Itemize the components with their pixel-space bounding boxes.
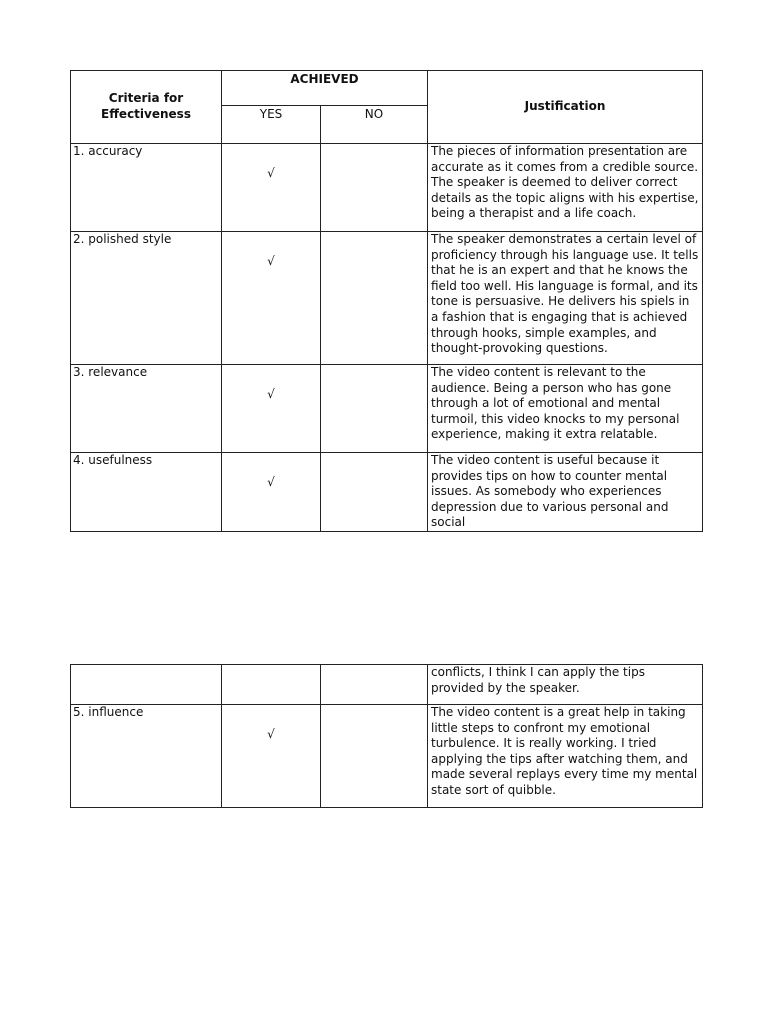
criterion-cell: 2. polished style [71, 232, 222, 365]
table-row [71, 144, 703, 232]
header-criteria: Criteria for Effectiveness [71, 71, 222, 144]
criterion-cell: 3. relevance [71, 365, 222, 453]
table-row [71, 453, 703, 532]
yes-check-cell: √ [222, 453, 321, 532]
criterion-cell: 5. influence [71, 705, 222, 808]
justification-cell: The speaker demonstrates a certain level of proficiency through his language use. It tells that he is an expert and that he knows the field too well. His language is formal, and its tone is persuasive. He delivers his spiels in a fashion that is engaging that is achieved through hooks, simple examples, and thought-provoking questions. [428, 232, 703, 365]
yes-check-cell [222, 665, 321, 705]
criteria-table-continued [70, 664, 703, 808]
no-cell [321, 232, 428, 365]
criterion-cell [71, 665, 222, 705]
table-row [71, 365, 703, 453]
justification-cell-wrapped [428, 453, 703, 532]
justification-cell: The video content is relevant to the audience. Being a person who has gone through a lot of emotional and mental turmoil, this video knocks to my personal experience, making it extra relatable. [428, 365, 703, 453]
no-cell [321, 705, 428, 808]
justification-text: The video content is useful because it provides tips on how to counter mental issues. As somebody who experiences depression due to various personal and social [431, 453, 669, 530]
header-row [71, 71, 703, 106]
header-achieved: ACHIEVED [222, 71, 428, 106]
no-cell [321, 365, 428, 453]
criterion-cell: 4. usefulness [71, 453, 222, 532]
header-justification: Justification [428, 71, 703, 144]
criteria-table [70, 70, 703, 532]
justification-cell: The pieces of information presentation are accurate as it comes from a credible source. The speaker is deemed to deliver correct details as the topic aligns with his expertise, being a therapist and a life coach. [428, 144, 703, 232]
justification-cell: The video content is a great help in taking little steps to confront my emotional turbulence. It is really working. I tried applying the tips after watching them, and made several replays every time my mental state sort of quibble. [428, 705, 703, 808]
no-cell [321, 665, 428, 705]
yes-check-cell: √ [222, 144, 321, 232]
header-yes: YES [222, 106, 321, 144]
header-no: NO [321, 106, 428, 144]
table-row [71, 232, 703, 365]
criterion-cell: 1. accuracy [71, 144, 222, 232]
yes-check-cell: √ [222, 705, 321, 808]
table-row [71, 705, 703, 808]
justification-cell: conflicts, I think I can apply the tips provided by the speaker. [428, 665, 703, 705]
yes-check-cell: √ [222, 232, 321, 365]
continuation-row [71, 665, 703, 705]
yes-check-cell: √ [222, 365, 321, 453]
no-cell [321, 453, 428, 532]
no-cell [321, 144, 428, 232]
